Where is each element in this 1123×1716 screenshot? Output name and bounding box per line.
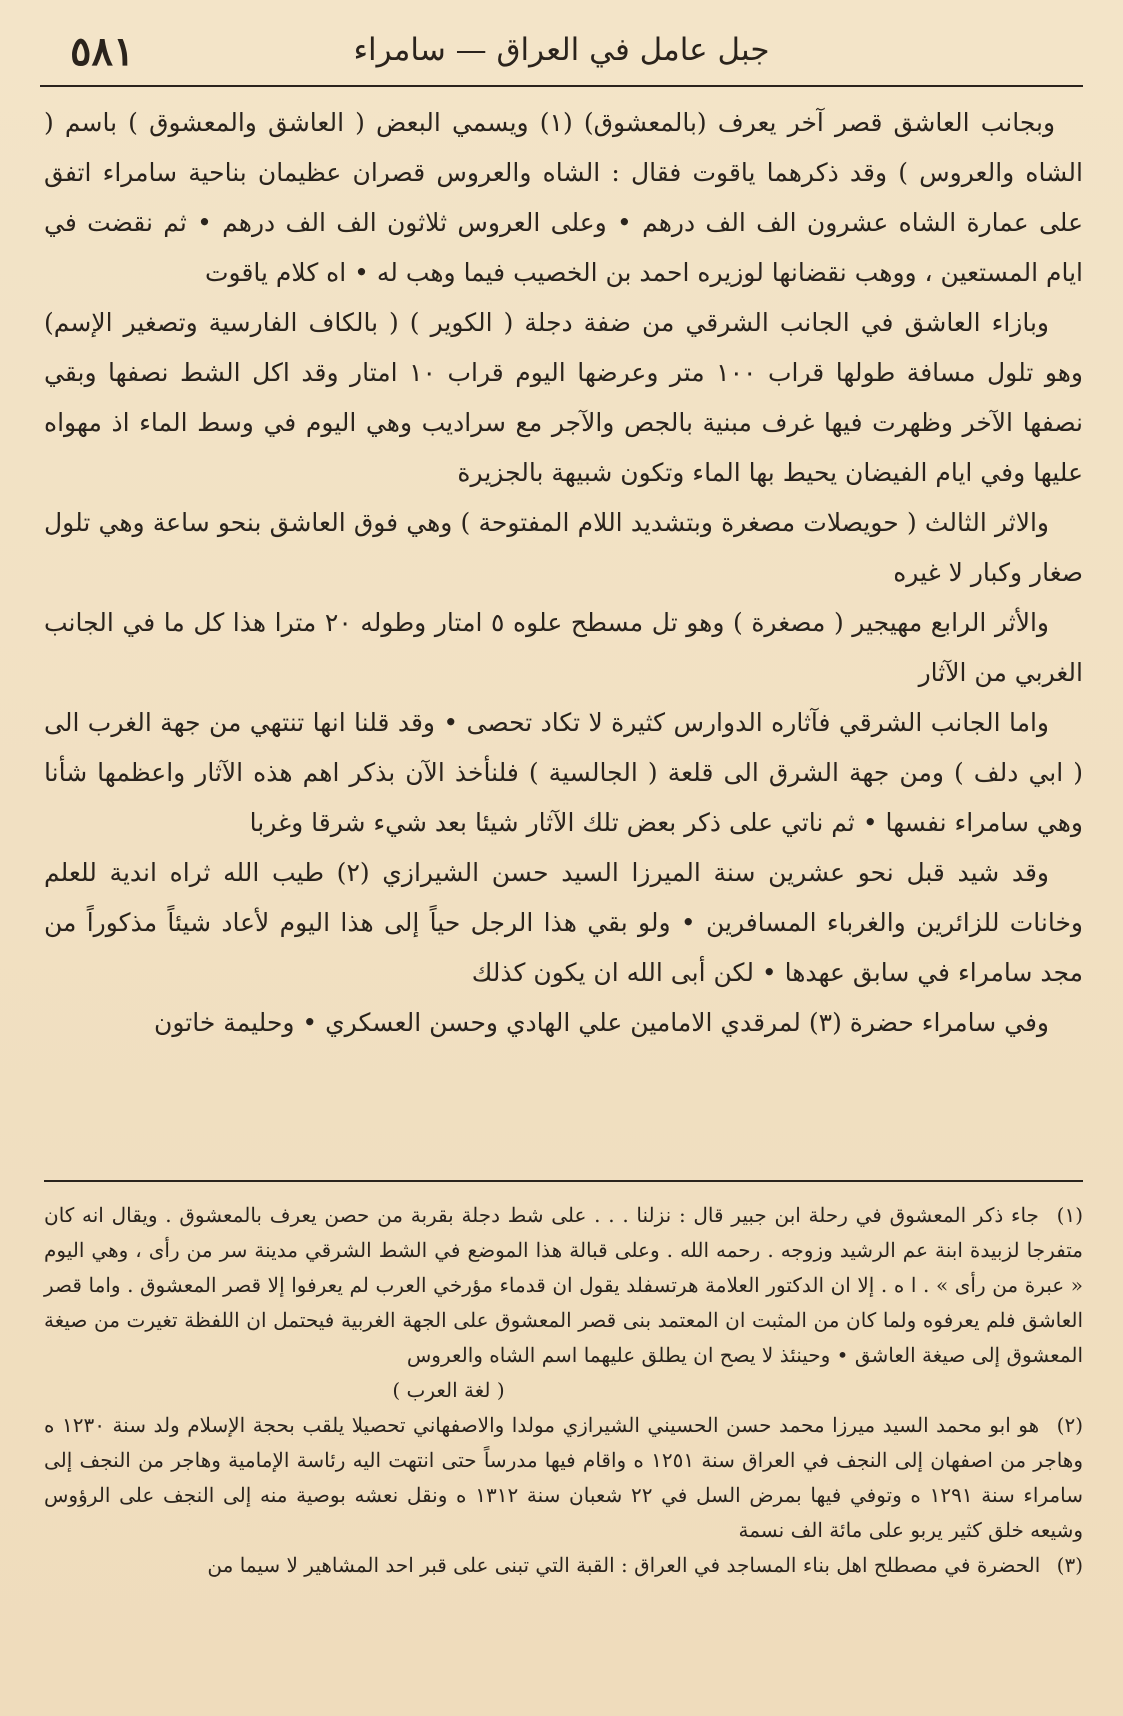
body-paragraph: وفي سامراء حضرة (٣) لمرقدي الامامين علي الهادي وحسن العسكري • وحليمة خاتون (154, 1008, 1049, 1037)
footnote-2 (44, 1408, 1083, 1548)
footnote-source: ( لغة العرب ) (392, 1378, 505, 1402)
page-number: ٥٨١ (70, 28, 135, 75)
footnote-1 (44, 1198, 1083, 1408)
footnote-text: الحضرة في مصطلح اهل بناء المساجد في العراق : القبة التي تبنى على قبر احد المشاهير لا سيما من (207, 1553, 1041, 1577)
body-paragraph: والاثر الثالث ( حويصلات مصغرة وبتشديد اللام المفتوحة ) وهي فوق العاشق بنحو ساعة وهي تلول صغار وكبار لا غيره (44, 508, 1083, 587)
body-paragraph: وبجانب العاشق قصر آخر يعرف (بالمعشوق) (١) ويسمي البعض ( العاشق والمعشوق ) باسم ( الشاه والعروس ) وقد ذكرهما ياقوت فقال : الشاه والعروس قصران عظيمان بناحية سامراء اتفق على عمارة الشاه عشرون الف الف درهم • وعلى العروس ثلاثون الف الف درهم • ثم نقضت في ايام المستعين ، ووهب نقضانها لوزيره احمد بن الخصيب فيما وهب له • اه كلام ياقوت (44, 108, 1083, 287)
footnote-marker: (٣) (1056, 1553, 1083, 1577)
footnote-marker: (١) (1056, 1203, 1083, 1227)
header-rule (40, 85, 1083, 87)
body-paragraph: واما الجانب الشرقي فآثاره الدوارس كثيرة لا تكاد تحصى • وقد قلنا انها تنتهي من جهة الغرب الى ( ابي دلف ) ومن جهة الشرق الى قلعة ( الجالسية ) فلنأخذ الآن بذكر اهم هذه الآثار واعظمها شأنا وهي سامراء نفسها • ثم ناتي على ذكر بعض تلك الآثار شيئا بعد شيء شرقا وغربا (44, 708, 1083, 837)
body-paragraph: وبازاء العاشق في الجانب الشرقي من ضفة دجلة ( الكوير ) ( بالكاف الفارسية وتصغير الإسم) وهو تلول مسافة طولها قراب ١٠٠ متر وعرضها اليوم قراب ١٠ امتار وقد اكل الشط نصفها وبقي نصفها الآخر وظهرت فيها غرف مبنية بالجص والآجر مع سراديب وهي اليوم في وسط الماء اذ مهواه عليها وفي ايام الفيضان يحيط بها الماء وتكون شبيهة بالجزيرة (44, 308, 1083, 487)
footnote-text: هو ابو محمد السيد ميرزا محمد حسن الحسيني الشيرازي مولدا والاصفهاني تحصيلا يلقب بحجة الإسلام ولد سنة ١٢٣٠ ه وهاجر من اصفهان إلى النجف في العراق سنة ١٢٥١ ه واقام فيها مدرساً حتى انتهت اليه رئاسة الإمامية وهاجر من النجف إلى سامراء سنة ١٢٩١ ه وتوفي فيها بمرض السل في ٢٢ شعبان سنة ١٣١٢ ه ونقل نعشه بوصية منه إلى النجف على الرؤوس وشيعه خلق كثير يربو على مائة الف نسمة (44, 1413, 1083, 1542)
footnote-marker: (٢) (1056, 1413, 1084, 1437)
body-paragraph: وقد شيد قبل نحو عشرين سنة الميرزا السيد حسن الشيرازي (٢) طيب الله ثراه اندية للعلم وخانات للزائرين والغرباء المسافرين • ولو بقي هذا الرجل حياً إلى هذا اليوم لأعاد شيئاً مذكوراً من مجد سامراء في سابق عهدها • لكن أبى الله ان يكون كذلك (44, 858, 1083, 987)
running-title: جبل عامل في العراق — سامراء (353, 32, 770, 68)
footnote-rule (44, 1180, 1083, 1182)
footnote-3 (44, 1548, 1083, 1583)
page-header (38, 30, 1085, 82)
footnotes (44, 1198, 1083, 1583)
footnote-text: جاء ذكر المعشوق في رحلة ابن جبير قال : نزلنا . . . على شط دجلة بقربة من حصن يعرف بالمعشوق . ويقال انه كان متفرجا لزبيدة ابنة عم الرشيد وزوجه . رحمه الله . وعلى قبالة هذا الموضع في الشط الشرقي مدينة سر من رأى ، وهي اليوم « عبرة من رأى » . ا ه . إلا ان الدكتور العلامة هرتسفلد يقول ان قدماء مؤرخي العرب لم يعرفوا إلا قصر المعشوق . واما قصر العاشق فلم يعرفوه ولما كان من المثبت ان المعتمد بنى قصر المعشوق على الجهة الغربية فيحتمل ان اللفظة تغيرت من صيغة المعشوق إلى صيغة العاشق • وحينئذ لا يصح ان يطلق عليهما اسم الشاه والعروس (44, 1203, 1083, 1367)
body-paragraph: والأثر الرابع مهيجير ( مصغرة ) وهو تل مسطح علوه ٥ امتار وطوله ٢٠ مترا هذا كل ما في الجانب الغربي من الآثار (44, 608, 1083, 687)
body-text (44, 98, 1083, 1048)
